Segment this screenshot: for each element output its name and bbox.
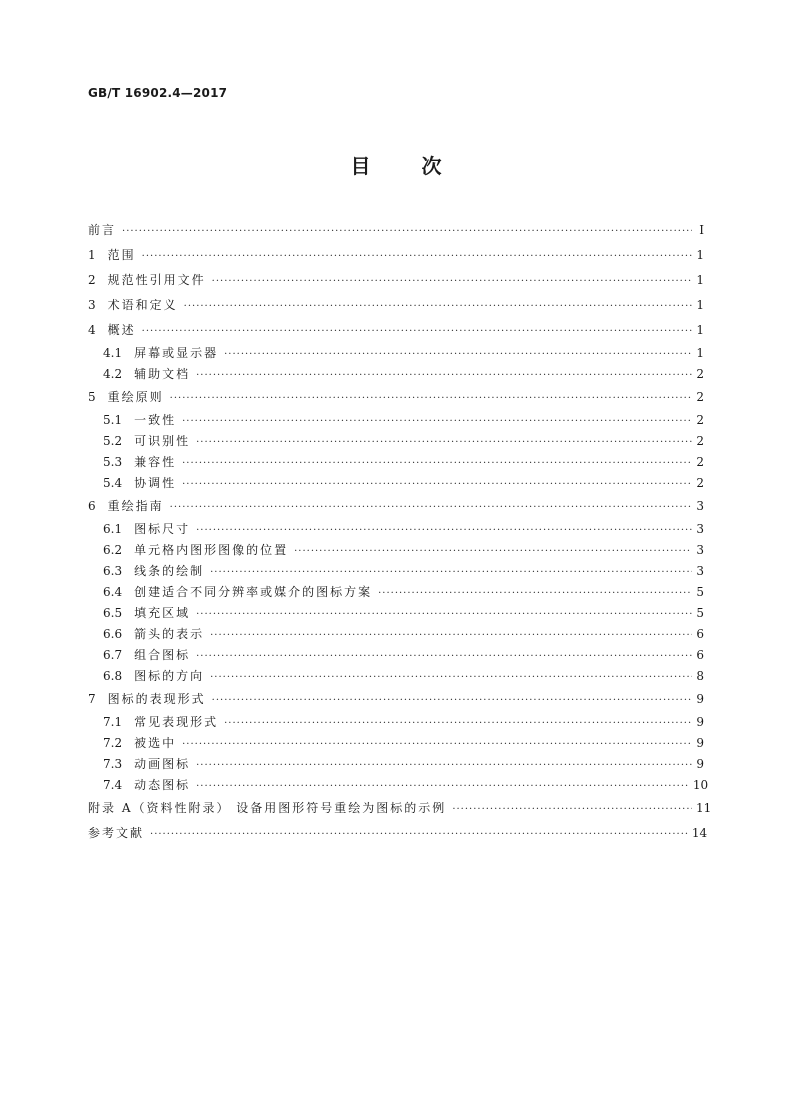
toc-entry-label: 线条的绘制 <box>134 564 205 578</box>
toc-dot-leader <box>210 667 692 688</box>
toc-entry[interactable] <box>88 385 704 410</box>
toc-entry-page: 8 <box>696 669 704 683</box>
toc-entry[interactable] <box>88 775 709 796</box>
toc-entry-number: 6 <box>88 499 96 513</box>
toc-entry-page: 3 <box>696 543 704 557</box>
toc-dot-leader <box>210 562 692 583</box>
standard-code: GB/T 16902.4—2017 <box>88 86 228 100</box>
toc-entry-page: 3 <box>696 522 704 536</box>
toc-entry-label: 协调性 <box>134 476 177 490</box>
toc-entry-page: 1 <box>696 273 704 287</box>
toc-entry-page: 2 <box>696 455 704 469</box>
toc-entry-number: 6.4 <box>103 585 123 599</box>
toc-entry-number: 4 <box>88 323 96 337</box>
toc-entry-label: 图标的方向 <box>134 669 205 683</box>
toc-entry-page: 6 <box>696 627 704 641</box>
toc-entry-number: 7.2 <box>103 736 123 750</box>
toc-entry-label: 填充区域 <box>134 606 191 620</box>
toc-entry[interactable] <box>88 733 704 754</box>
toc-entry-page: 2 <box>696 390 704 404</box>
toc-entry[interactable] <box>88 519 704 540</box>
toc-entry[interactable] <box>88 561 704 582</box>
toc-entry-number: 6.2 <box>103 543 123 557</box>
toc-entry-page: 9 <box>696 736 704 750</box>
toc-entry[interactable] <box>88 243 704 268</box>
toc-entry[interactable] <box>88 603 704 624</box>
toc-entry-label: 概述 <box>107 323 136 337</box>
toc-entry[interactable] <box>88 821 708 846</box>
toc-entry-number: 6.3 <box>103 564 123 578</box>
toc-entry[interactable] <box>88 540 704 561</box>
toc-dot-leader <box>182 734 692 755</box>
toc-entry-number: 4.1 <box>103 346 123 360</box>
page-title <box>0 150 792 179</box>
toc-entry-page: 1 <box>696 323 704 337</box>
toc-entry[interactable] <box>88 318 704 343</box>
toc-entry-label: 重绘原则 <box>107 390 164 404</box>
toc-entry-page: 1 <box>696 346 704 360</box>
toc-entry[interactable] <box>88 494 704 519</box>
toc-entry-number: 2 <box>88 273 96 287</box>
toc-dot-leader <box>170 495 692 520</box>
toc-dot-leader <box>196 365 692 386</box>
toc-entry[interactable] <box>88 712 704 733</box>
toc-dot-leader <box>294 541 692 562</box>
toc-entry-label: 兼容性 <box>134 455 177 469</box>
toc-entry-number: 5.3 <box>103 455 123 469</box>
toc-entry-number: 1 <box>88 248 96 262</box>
toc-dot-leader <box>452 797 692 822</box>
toc-dot-leader <box>142 244 692 269</box>
toc-entry-label: 规范性引用文件 <box>107 273 206 287</box>
toc-entry[interactable] <box>88 410 704 431</box>
toc-entry-number: 5.4 <box>103 476 123 490</box>
toc-entry-page: 11 <box>696 801 712 815</box>
toc-dot-leader <box>182 453 692 474</box>
toc-entry[interactable] <box>88 452 704 473</box>
toc-entry[interactable] <box>88 754 704 775</box>
toc-entry-label: 一致性 <box>134 413 177 427</box>
toc-entry-label: 辅助文档 <box>134 367 191 381</box>
toc-entry-label: 范围 <box>107 248 136 262</box>
toc-entry-page: 3 <box>696 499 704 513</box>
toc-entry-label: 重绘指南 <box>107 499 164 513</box>
toc-dot-leader <box>212 688 692 713</box>
toc-entry-label: 箭头的表示 <box>134 627 205 641</box>
toc-entry-label: 创建适合不同分辨率或媒介的图标方案 <box>134 585 373 599</box>
toc-entry-page: 5 <box>696 585 704 599</box>
toc-dot-leader <box>196 776 689 797</box>
toc-entry-page: 2 <box>696 434 704 448</box>
toc-entry[interactable] <box>88 218 704 243</box>
toc-dot-leader <box>224 713 692 734</box>
toc-entry-label: 可识别性 <box>134 434 191 448</box>
toc-entry-number: 5.1 <box>103 413 123 427</box>
toc-dot-leader <box>182 474 692 495</box>
toc-entry[interactable] <box>88 431 704 452</box>
toc-entry-label: 动态图标 <box>134 778 191 792</box>
toc-entry-label: 屏幕或显示器 <box>134 346 219 360</box>
toc-dot-leader <box>170 386 692 411</box>
toc-entry-number: 7.4 <box>103 778 123 792</box>
toc-entry-page: 1 <box>696 298 704 312</box>
toc-entry[interactable] <box>88 364 704 385</box>
toc-entry-label: 图标的表现形式 <box>107 692 206 706</box>
toc-entry-label: 附录 A（资料性附录） 设备用图形符号重绘为图标的示例 <box>88 801 447 815</box>
toc-entry-page: 9 <box>696 715 704 729</box>
toc-dot-leader <box>378 583 692 604</box>
toc-entry-page: 2 <box>696 413 704 427</box>
toc-entry[interactable] <box>88 687 704 712</box>
table-of-contents <box>88 218 712 846</box>
toc-entry-label: 被选中 <box>134 736 177 750</box>
toc-dot-leader <box>196 432 692 453</box>
page-title-char-1: 目 <box>350 154 371 178</box>
toc-entry-label: 常见表现形式 <box>134 715 219 729</box>
toc-dot-leader <box>210 625 692 646</box>
toc-entry-label: 图标尺寸 <box>134 522 191 536</box>
toc-dot-leader <box>196 604 692 625</box>
toc-entry-page: 14 <box>691 826 708 840</box>
toc-entry-number: 7 <box>88 692 96 706</box>
toc-entry-page: 5 <box>696 606 704 620</box>
toc-entry-page: 6 <box>696 648 704 662</box>
toc-entry[interactable] <box>88 666 704 687</box>
toc-entry-page: 9 <box>696 757 704 771</box>
toc-entry-number: 4.2 <box>103 367 123 381</box>
toc-entry-page: 3 <box>696 564 704 578</box>
toc-dot-leader <box>212 269 692 294</box>
toc-entry-number: 7.3 <box>103 757 123 771</box>
toc-entry[interactable] <box>88 796 712 821</box>
toc-entry-number: 5 <box>88 390 96 404</box>
toc-entry[interactable] <box>88 268 704 293</box>
toc-entry[interactable] <box>88 293 704 318</box>
toc-entry-page: 2 <box>696 476 704 490</box>
toc-entry[interactable] <box>88 582 704 603</box>
toc-entry-label: 前言 <box>88 223 117 237</box>
toc-entry-label: 动画图标 <box>134 757 191 771</box>
toc-entry-page: I <box>699 223 704 237</box>
toc-entry-number: 5.2 <box>103 434 123 448</box>
toc-entry-number: 7.1 <box>103 715 123 729</box>
toc-entry[interactable] <box>88 343 704 364</box>
toc-entry-number: 6.6 <box>103 627 123 641</box>
toc-dot-leader <box>196 520 692 541</box>
toc-dot-leader <box>150 822 688 847</box>
toc-entry-number: 6.1 <box>103 522 123 536</box>
toc-entry-page: 9 <box>696 692 704 706</box>
page-title-char-2: 次 <box>421 154 442 178</box>
toc-entry-label: 术语和定义 <box>107 298 178 312</box>
toc-entry-number: 6.7 <box>103 648 123 662</box>
toc-entry-label: 单元格内图形图像的位置 <box>134 543 289 557</box>
toc-entry[interactable] <box>88 645 704 666</box>
toc-entry-page: 1 <box>696 248 704 262</box>
toc-entry[interactable] <box>88 473 704 494</box>
toc-dot-leader <box>122 219 692 244</box>
toc-entry-page: 2 <box>696 367 704 381</box>
toc-dot-leader <box>224 344 692 365</box>
toc-dot-leader <box>196 646 692 667</box>
toc-dot-leader <box>196 755 692 776</box>
toc-dot-leader <box>142 319 692 344</box>
toc-entry[interactable] <box>88 624 704 645</box>
toc-entry-label: 组合图标 <box>134 648 191 662</box>
toc-dot-leader <box>184 294 692 319</box>
toc-entry-number: 6.8 <box>103 669 123 683</box>
toc-entry-label: 参考文献 <box>88 826 145 840</box>
toc-entry-number: 3 <box>88 298 96 312</box>
toc-entry-page: 10 <box>692 778 709 792</box>
toc-entry-number: 6.5 <box>103 606 123 620</box>
toc-dot-leader <box>182 411 692 432</box>
